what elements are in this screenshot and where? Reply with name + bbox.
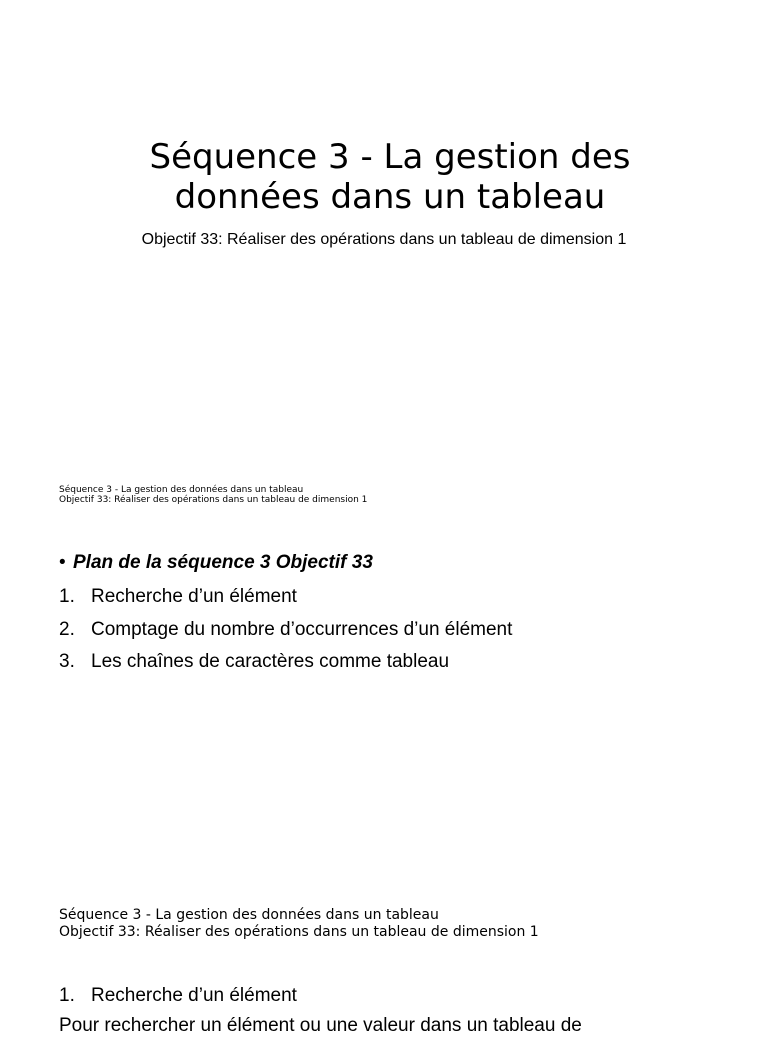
- plan-section: [59, 548, 739, 679]
- title-line-1: Séquence 3 - La gestion des: [149, 137, 631, 177]
- list-item-text: Recherche d’un élément: [91, 586, 297, 607]
- list-item-number: 1.: [59, 586, 75, 607]
- list-item: [59, 614, 739, 647]
- slide2-header-line-2: Objectif 33: Réaliser des opérations dans un tableau de dimension 1: [59, 495, 368, 505]
- page-subtitle: Objectif 33: Réaliser des opérations dans un tableau de dimension 1: [141, 231, 627, 248]
- list-item: [59, 646, 739, 679]
- slide2-header: [59, 485, 367, 505]
- plan-heading-text: Plan de la séquence 3 Objectif 33: [73, 552, 373, 573]
- section-recherche: [59, 980, 759, 1040]
- list-item-number: 2.: [59, 618, 75, 640]
- plan-heading: [59, 548, 739, 577]
- title-line-2: données dans un tableau: [174, 177, 606, 217]
- section-number: 1.: [59, 985, 75, 1006]
- page-title: [70, 137, 710, 217]
- plan-list: [59, 581, 739, 679]
- section-paragraph: Pour rechercher un élément ou une valeur dans un tableau de: [59, 1015, 582, 1036]
- slide3-header-line-1: Séquence 3 - La gestion des données dans un tableau: [59, 907, 439, 923]
- list-item-number: 3.: [59, 651, 75, 672]
- slide3-header-line-2: Objectif 33: Réaliser des opérations dans un tableau de dimension 1: [59, 924, 539, 940]
- section-heading: [59, 980, 759, 1012]
- list-item-text: Les chaînes de caractères comme tableau: [91, 651, 450, 672]
- list-item: [59, 581, 739, 614]
- list-item-text: Comptage du nombre d’occurrences d’un élément: [91, 618, 513, 640]
- slide3-header: [59, 907, 539, 941]
- section-title: Recherche d’un élément: [91, 985, 297, 1006]
- slide2-header-line-1: Séquence 3 - La gestion des données dans un tableau: [59, 485, 304, 495]
- bullet-icon: •: [59, 552, 66, 573]
